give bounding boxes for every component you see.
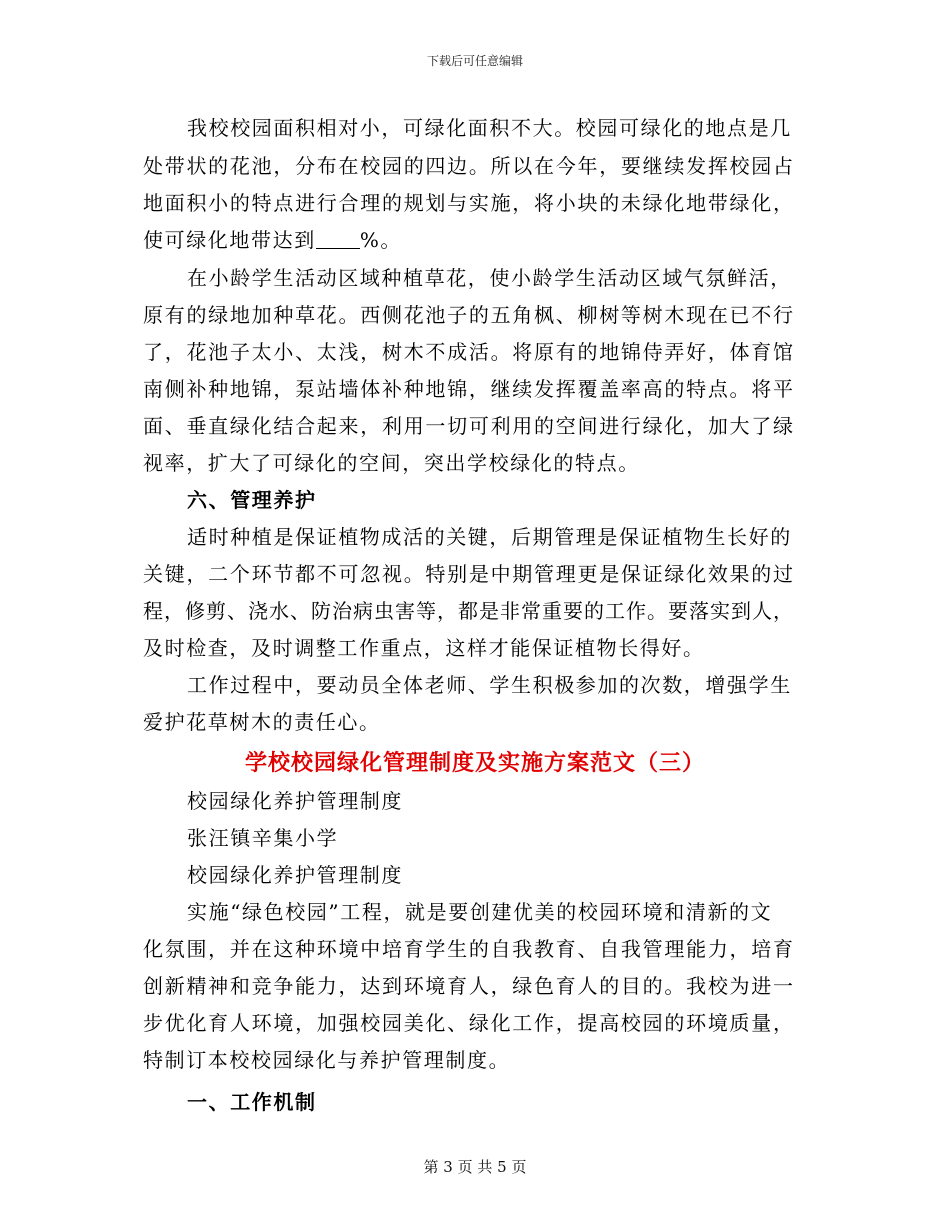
fill-in-blank [316, 228, 360, 249]
paragraph-line: 我校校园面积相对小，可绿化面积不大。校园可绿化的地点是几 [187, 116, 792, 140]
paragraph-line: 步优化育人环境，加强校园美化、绿化工作，提高校园的环境质量， [143, 1011, 793, 1035]
paragraph-line: 爱护花草树木的责任心。 [143, 710, 381, 734]
paragraph-line: 特制订本校校园绿化与养护管理制度。 [143, 1048, 511, 1072]
school-name: 张汪镇辛集小学 [187, 826, 339, 850]
paragraph-text: 使可绿化地带达到 [143, 228, 316, 252]
page-footer: 第 3 页 共 5 页 [423, 1158, 527, 1176]
paragraph-line: 视率，扩大了可绿化的空间，突出学校绿化的特点。 [143, 451, 640, 475]
paragraph-line: 程，修剪、浇水、防治病虫害等，都是非常重要的工作。要落实到人， [143, 599, 793, 623]
paragraph-line: 地面积小的特点进行合理的规划与实施，将小块的未绿化地带绿化， [143, 191, 793, 215]
paragraph-line: 工作过程中，要动员全体老师、学生积极参加的次数，增强学生 [187, 673, 792, 697]
subtitle-line: 校园绿化养护管理制度 [187, 863, 403, 887]
section-heading: 一、工作机制 [187, 1090, 317, 1114]
paragraph-line: 关键，二个环节都不可忽视。特别是中期管理更是保证绿化效果的过 [143, 562, 793, 586]
document-title: 学校校园绿化管理制度及实施方案范文（三） [244, 750, 705, 776]
paragraph-line: 南侧补种地锦，泵站墙体补种地锦，继续发挥覆盖率高的特点。将平 [143, 377, 793, 401]
subtitle-line: 校园绿化养护管理制度 [187, 789, 403, 813]
paragraph-line-with-blank [143, 228, 402, 252]
paragraph-line: 化氛围，并在这种环境中培育学生的自我教育、自我管理能力，培育 [143, 937, 793, 961]
paragraph-line: 在小龄学生活动区域种植草花，使小龄学生活动区域气氛鲜活， [187, 266, 792, 290]
paragraph-line: 原有的绿地加种草花。西侧花池子的五角枫、柳树等树木现在已不行 [143, 303, 793, 327]
paragraph-line: 适时种植是保证植物成活的关键，后期管理是保证植物生长好的 [187, 525, 792, 549]
section-heading: 六、管理养护 [187, 488, 317, 512]
paragraph-text: %。 [359, 228, 403, 252]
paragraph-line: 处带状的花池，分布在校园的四边。所以在今年，要继续发挥校园占 [143, 154, 793, 178]
paragraph-line: 面、垂直绿化结合起来，利用一切可利用的空间进行绿化，加大了绿 [143, 414, 793, 438]
paragraph-line: 创新精神和竞争能力，达到环境育人，绿色育人的目的。我校为进一 [143, 974, 793, 998]
paragraph-line: 了，花池子太小、太浅，树木不成活。将原有的地锦侍弄好，体育馆 [143, 340, 793, 364]
paragraph-line: 及时检查，及时调整工作重点，这样才能保证植物长得好。 [143, 636, 705, 660]
paragraph-line: 实施“绿色校园”工程，就是要创建优美的校园环境和清新的文 [187, 900, 773, 924]
page-header: 下载后可任意编辑 [426, 54, 523, 68]
